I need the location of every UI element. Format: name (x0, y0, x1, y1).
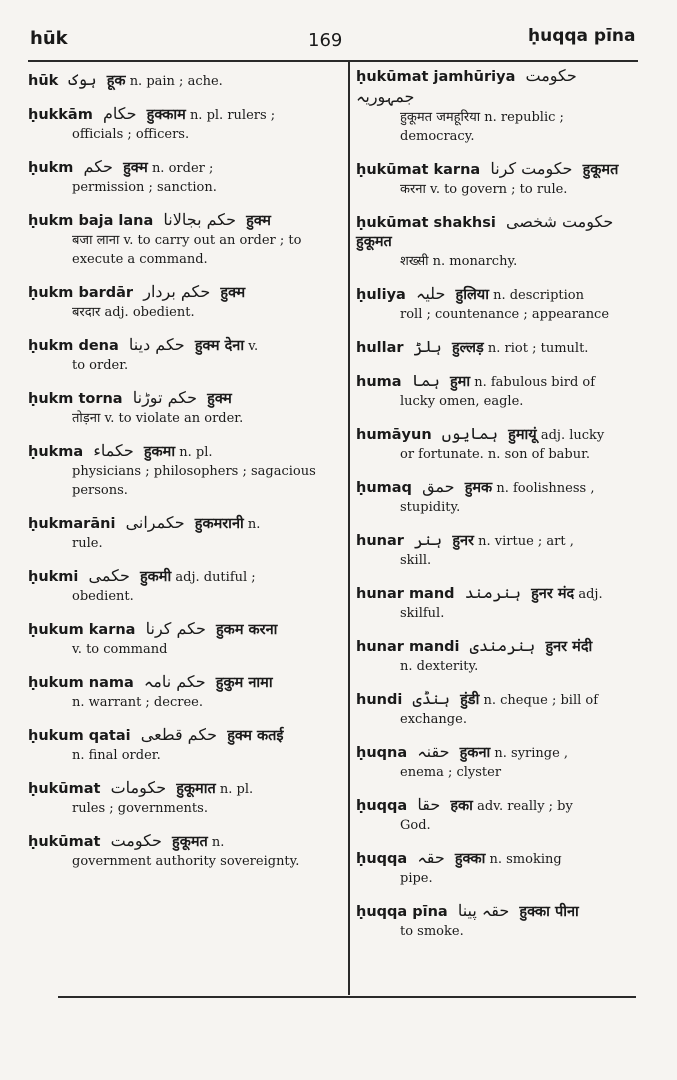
definition-continuation: stupidity. (400, 500, 461, 515)
definition-continuation: roll ; countenance ; appearance (400, 307, 610, 322)
devanagari-script: हुक्काम (146, 107, 186, 123)
definition: n. pl. (179, 445, 213, 460)
definition: n. smoking (489, 852, 562, 867)
definition-continuation: v. to command (72, 642, 168, 657)
definition: n. (211, 835, 225, 850)
dictionary-entry (28, 778, 340, 818)
urdu-script: حکومات (110, 778, 167, 797)
headword: ḥukm bardār (28, 285, 134, 301)
definition: n. syringe , (494, 746, 569, 761)
devanagari-script: हुक्म (220, 285, 246, 301)
dictionary-entry (356, 530, 642, 570)
dictionary-entry (356, 284, 642, 324)
urdu-script: حکومت جمہوریہ (356, 66, 577, 106)
dictionary-entry (356, 848, 642, 888)
devanagari-script: हुल्लड़ (451, 340, 484, 356)
urdu-script: ہنرمندی (469, 636, 536, 655)
definition: n. pl. rulers ; (189, 108, 276, 123)
definition-continuation: to smoke. (400, 924, 464, 939)
dictionary-entry (356, 424, 642, 464)
definition: n. (247, 517, 261, 532)
devanagari-script: हुंडी (460, 692, 480, 708)
definition: n. pain ; ache. (129, 74, 223, 89)
devanagari-script: हुकम करना (215, 622, 278, 638)
headword: ḥukm dena (28, 338, 119, 354)
devanagari-script: हुक्म (123, 160, 148, 176)
definition-continuation: or fortunate. n. son of babur. (400, 447, 591, 462)
definition: adj. (578, 587, 603, 602)
headword: hundi (356, 692, 403, 708)
dictionary-entry (28, 441, 340, 500)
definition-continuation: to order. (72, 358, 129, 373)
urdu-script: حکم توڑنا (132, 388, 197, 407)
definition-continuation: शख्सी n. monarchy. (400, 254, 518, 269)
definition-continuation: obedient. (72, 589, 134, 604)
definition-continuation: हुकूमत जमहूरिया n. republic ; democracy. (400, 110, 564, 144)
dictionary-entry (28, 388, 340, 428)
running-head-left: hūk (30, 28, 68, 49)
definition-continuation: physicians ; philosophers ; sagacious persons. (72, 464, 316, 498)
devanagari-script: हुक्म कतई (227, 728, 284, 744)
definition-continuation: rules ; governments. (72, 801, 208, 816)
right-column (356, 60, 642, 941)
headword: hunar (356, 533, 404, 549)
footer-rule (58, 996, 636, 998)
devanagari-script: हुकूमत (172, 834, 208, 850)
dictionary-entry (356, 371, 642, 411)
page-number: 169 (308, 30, 343, 51)
urdu-script: حکومت کرنا (490, 159, 573, 178)
dictionary-entry (28, 210, 340, 269)
headword: ḥumaq (356, 480, 412, 496)
headword: ḥukūmat shakhsi (356, 215, 496, 231)
devanagari-script: हका (450, 798, 473, 814)
headword: ḥukm torna (28, 391, 123, 407)
devanagari-script: हुक्म (207, 391, 232, 407)
definition: n. foolishness , (496, 481, 595, 496)
definition: n. fabulous bird of (474, 375, 596, 390)
dictionary-entry (356, 66, 642, 146)
urdu-script: ہما (411, 371, 440, 390)
column-divider (348, 60, 350, 995)
definition-continuation: skill. (400, 553, 432, 568)
devanagari-script: हुक्का (454, 851, 486, 867)
headword: hūk (28, 73, 59, 89)
urdu-script: حقا (417, 795, 441, 814)
urdu-script: حکم (83, 157, 113, 176)
devanagari-script: हुक्का पीना (519, 904, 579, 920)
dictionary-entry (28, 282, 340, 322)
urdu-script: ہمایوں (441, 424, 499, 443)
definition: n. description (493, 288, 584, 303)
urdu-script: ہنر (414, 530, 443, 549)
definition-continuation: skilful. (400, 606, 445, 621)
urdu-script: ہوک (68, 70, 97, 89)
urdu-script: ہلڑ (413, 337, 442, 356)
devanagari-script: हुनर मंद (531, 586, 575, 602)
definition-continuation: बजा लाना v. to carry out an order ; to execute a command. (72, 233, 302, 267)
definition-continuation: rule. (72, 536, 103, 551)
headword: huma (356, 374, 402, 390)
headword: hunar mand (356, 586, 455, 602)
devanagari-script: हुमक (464, 480, 493, 496)
dictionary-entry (356, 159, 642, 199)
definition-continuation: करना v. to govern ; to rule. (400, 182, 568, 197)
left-column (28, 60, 340, 871)
devanagari-script: हुमायूं (508, 427, 537, 443)
dictionary-entry (356, 212, 642, 271)
devanagari-script: हुकूमत (582, 162, 619, 178)
urdu-script: حمق (422, 477, 455, 496)
headword: ḥuqna (356, 745, 408, 761)
headword: ḥukkām (28, 107, 93, 123)
urdu-script: حلیہ (415, 284, 446, 303)
dictionary-entry (356, 689, 642, 729)
dictionary-entry (28, 672, 340, 712)
dictionary-entry (356, 795, 642, 835)
urdu-script: حکمی (88, 566, 130, 585)
headword: ḥukum qatai (28, 728, 131, 744)
urdu-script: حکم قطعی (140, 725, 218, 744)
devanagari-script: हुक्म देना (194, 338, 245, 354)
definition-continuation: pipe. (400, 871, 433, 886)
definition: adv. really ; by (477, 799, 573, 814)
headword: ḥukum karna (28, 622, 136, 638)
definition-continuation: n. final order. (72, 748, 161, 763)
headword: ḥukum nama (28, 675, 134, 691)
running-head-right: ḥuqqa pīna (528, 26, 636, 46)
devanagari-script: हुकमा (143, 444, 176, 460)
headword: ḥukūmat (28, 834, 101, 850)
urdu-script: ہنڈی (412, 689, 450, 708)
dictionary-entry (28, 513, 340, 553)
headword: ḥukm (28, 160, 74, 176)
headword: hullar (356, 340, 404, 356)
urdu-script: حکمرانی (125, 513, 185, 532)
definition: v. (248, 339, 259, 354)
definition: adj. lucky (540, 428, 605, 443)
devanagari-script: हुकना (459, 745, 491, 761)
devanagari-script: हुकमी (139, 569, 172, 585)
definition-continuation: lucky omen, eagle. (400, 394, 524, 409)
dictionary-entry (356, 636, 642, 676)
dictionary-entry (356, 337, 642, 358)
devanagari-script: हुकूमत (356, 234, 392, 250)
dictionary-entry (28, 70, 340, 91)
urdu-script: حکم دینا (128, 335, 185, 354)
definition-continuation: n. warrant ; decree. (72, 695, 203, 710)
devanagari-script: हूक (106, 73, 126, 89)
urdu-script: حقنہ (417, 742, 450, 761)
headword: ḥukmi (28, 569, 79, 585)
headword: ḥukūmat (28, 781, 101, 797)
urdu-script: حکم بجالانا (163, 210, 236, 229)
dictionary-entry (28, 725, 340, 765)
definition: adj. dutiful ; (175, 570, 256, 585)
dictionary-entry (28, 104, 340, 144)
definition-continuation: बरदार adj. obedient. (72, 305, 195, 320)
urdu-script: حکومت شخصی (505, 212, 614, 231)
headword: ḥukūmat karna (356, 162, 481, 178)
dictionary-entry (28, 335, 340, 375)
headword: ḥukma (28, 444, 84, 460)
definition-continuation: God. (400, 818, 431, 833)
headword: hunar mandi (356, 639, 460, 655)
definition: n. cheque ; bill of (483, 693, 599, 708)
devanagari-script: हुकुम नामा (215, 675, 273, 691)
definition-continuation: officials ; officers. (72, 127, 190, 142)
definition-continuation: exchange. (400, 712, 467, 727)
definition-continuation: n. dexterity. (400, 659, 479, 674)
headword: ḥuqqa pīna (356, 904, 448, 920)
urdu-script: حکماء (93, 441, 134, 460)
definition: n. pl. (219, 782, 254, 797)
urdu-script: حکم نامہ (143, 672, 206, 691)
dictionary-entry (28, 831, 340, 871)
dictionary-entry (356, 901, 642, 941)
headword: ḥukūmat jamhūriya (356, 69, 516, 85)
dictionary-entry (356, 583, 642, 623)
headword: ḥuqqa (356, 851, 408, 867)
definition: n. riot ; tumult. (487, 341, 589, 356)
dictionary-entry (356, 477, 642, 517)
definition-continuation: enema ; clyster (400, 765, 502, 780)
devanagari-script: हुकमरानी (194, 516, 244, 532)
urdu-script: حکومت (110, 831, 162, 850)
devanagari-script: हुक्म (246, 213, 271, 229)
urdu-script: حکم بردار (143, 282, 211, 301)
urdu-script: حقہ (417, 848, 445, 867)
dictionary-entry (28, 566, 340, 606)
devanagari-script: हुकूमात (176, 781, 216, 797)
headword: humāyun (356, 427, 432, 443)
dictionary-entry (28, 619, 340, 659)
devanagari-script: हुमा (449, 374, 471, 390)
headword: ḥuqqa (356, 798, 408, 814)
headword: ḥuliya (356, 287, 406, 303)
urdu-script: حقہ پینا (457, 901, 510, 920)
headword: ḥukm baja lana (28, 213, 154, 229)
dictionary-entry (28, 157, 340, 197)
urdu-script: حکام (102, 104, 137, 123)
headword: ḥukmarāni (28, 516, 116, 532)
definition: n. order ; (151, 161, 214, 176)
urdu-script: حکم کرنا (145, 619, 206, 638)
devanagari-script: हुनर (452, 533, 474, 549)
devanagari-script: हुनर मंदी (545, 639, 593, 655)
definition-continuation: government authority sovereignty. (72, 854, 300, 869)
definition: n. virtue ; art , (478, 534, 574, 549)
dictionary-entry (356, 742, 642, 782)
definition-continuation: तोड़ना v. to violate an order. (72, 411, 244, 426)
urdu-script: ہنرمند (464, 583, 521, 602)
devanagari-script: हुलिया (455, 287, 489, 303)
definition-continuation: permission ; sanction. (72, 180, 217, 195)
